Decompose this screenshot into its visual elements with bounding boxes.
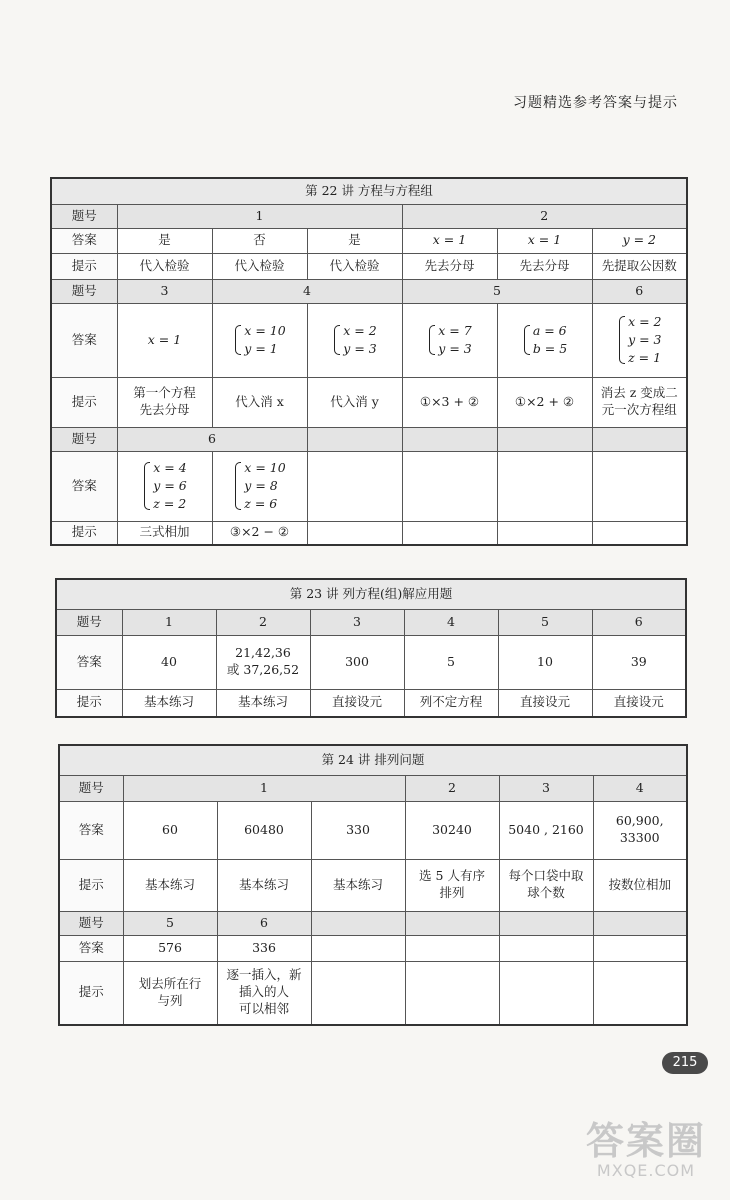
hint-cell: 基本练习	[217, 859, 311, 911]
answer-cell: 5	[404, 635, 498, 689]
watermark-logo	[586, 1121, 706, 1180]
equation-line: a = 6	[532, 322, 567, 338]
answer-cell: 336	[217, 935, 311, 961]
answer-cell: 330	[311, 801, 405, 859]
empty-cell	[311, 911, 405, 935]
empty-cell	[499, 961, 593, 1025]
answer-cell: x = 1	[402, 228, 497, 253]
empty-cell	[311, 961, 405, 1025]
label-answer: 答案	[51, 451, 117, 521]
qnum-cell: 6	[592, 279, 687, 303]
equation-system	[332, 322, 376, 358]
equation-line: y = 3	[438, 341, 472, 356]
label-hint: 提示	[51, 521, 117, 545]
answer-cell: 5040 , 2160	[499, 801, 593, 859]
label-qnum: 题号	[51, 279, 117, 303]
empty-cell	[402, 451, 497, 521]
answer-cell: 40	[122, 635, 216, 689]
qnum-cell: 6	[592, 609, 686, 635]
lecture-24-table	[58, 744, 688, 1026]
running-header: 习题精选参考答案与提示	[513, 95, 678, 111]
empty-cell	[593, 935, 687, 961]
lecture-24-title: 第 24 讲 排列问题	[59, 745, 687, 775]
equation-line: x = 4	[153, 459, 187, 475]
answer-cell	[307, 303, 402, 377]
hint-cell: 代入检验	[212, 253, 307, 279]
empty-cell	[592, 427, 687, 451]
equation-line: z = 1	[628, 350, 662, 366]
qnum-cell: 4	[593, 775, 687, 801]
qnum-cell: 2	[402, 204, 687, 228]
equation-line: x = 7	[438, 322, 472, 338]
empty-cell	[592, 521, 687, 545]
answer-cell	[592, 303, 687, 377]
hint-cell: 先去分母	[402, 253, 497, 279]
answer-cell: 60	[123, 801, 217, 859]
answer-cell: 是	[307, 228, 402, 253]
answer-cell: 10	[498, 635, 592, 689]
answer-cell	[497, 303, 592, 377]
empty-cell	[592, 451, 687, 521]
empty-cell	[499, 911, 593, 935]
qnum-cell: 1	[123, 775, 405, 801]
equation-line: y = 3	[628, 331, 662, 347]
hint-cell: 基本练习	[122, 689, 216, 717]
hint-cell: 按数位相加	[593, 859, 687, 911]
qnum-cell: 5	[123, 911, 217, 935]
page-number: 215	[662, 1052, 708, 1074]
hint-cell: 先提取公因数	[592, 253, 687, 279]
answer-cell: y = 2	[592, 228, 687, 253]
lecture-22-table	[50, 177, 688, 546]
qnum-cell: 3	[499, 775, 593, 801]
watermark-text: 答案圈	[585, 1119, 706, 1163]
qnum-cell: 2	[405, 775, 499, 801]
answer-cell	[212, 303, 307, 377]
hint-cell: 直接设元	[310, 689, 404, 717]
qnum-cell: 1	[122, 609, 216, 635]
answer-cell: 60,900, 33300	[593, 801, 687, 859]
equation-line: b = 5	[532, 341, 568, 356]
lecture-22-title: 第 22 讲 方程与方程组	[51, 178, 687, 204]
label-answer: 答案	[59, 935, 123, 961]
label-hint: 提示	[59, 961, 123, 1025]
empty-cell	[307, 521, 402, 545]
label-answer: 答案	[51, 303, 117, 377]
equation-line: x = 10	[244, 459, 286, 475]
answer-cell: 21,42,36 或 37,26,52	[216, 635, 310, 689]
answer-cell: 否	[212, 228, 307, 253]
empty-cell	[593, 961, 687, 1025]
equation-line: x = 2	[628, 313, 662, 329]
hint-cell: ③×2 − ②	[212, 521, 307, 545]
equation-line: x = 10	[244, 322, 286, 338]
label-qnum: 题号	[56, 609, 122, 635]
hint-cell: 基本练习	[216, 689, 310, 717]
label-answer: 答案	[56, 635, 122, 689]
empty-cell	[405, 911, 499, 935]
equation-line: z = 2	[153, 496, 187, 512]
label-hint: 提示	[51, 377, 117, 427]
empty-cell	[402, 427, 497, 451]
label-answer: 答案	[59, 801, 123, 859]
hint-cell: 消去 z 变成二 元一次方程组	[592, 377, 687, 427]
answer-cell: 39	[592, 635, 686, 689]
watermark-url: MXQE.COM	[596, 1161, 696, 1180]
answer-cell: x = 1	[117, 303, 212, 377]
hint-cell: 直接设元	[592, 689, 686, 717]
empty-cell	[307, 427, 402, 451]
equation-system	[233, 322, 285, 358]
hint-cell: 基本练习	[311, 859, 405, 911]
hint-cell: 先去分母	[497, 253, 592, 279]
equation-system	[617, 313, 661, 367]
equation-system	[427, 322, 471, 358]
label-hint: 提示	[59, 859, 123, 911]
qnum-cell: 1	[117, 204, 402, 228]
answer-cell: 30240	[405, 801, 499, 859]
qnum-cell: 6	[117, 427, 307, 451]
equation-line: y = 6	[153, 477, 187, 493]
hint-cell: 选 5 人有序 排列	[405, 859, 499, 911]
hint-cell: 每个口袋中取 球个数	[499, 859, 593, 911]
hint-cell: 划去所在行 与列	[123, 961, 217, 1025]
empty-cell	[497, 521, 592, 545]
hint-cell: 代入检验	[307, 253, 402, 279]
hint-cell: 第一个方程 先去分母	[117, 377, 212, 427]
equation-system	[233, 459, 285, 513]
qnum-cell: 5	[498, 609, 592, 635]
label-answer: 答案	[51, 228, 117, 253]
hint-cell: 代入检验	[117, 253, 212, 279]
hint-cell: 代入消 y	[307, 377, 402, 427]
equation-line: y = 8	[244, 477, 278, 493]
label-qnum: 题号	[51, 204, 117, 228]
hint-cell: 逐一插入，新 插入的人 可以相邻	[217, 961, 311, 1025]
hint-cell: 三式相加	[117, 521, 212, 545]
empty-cell	[307, 451, 402, 521]
label-qnum: 题号	[59, 911, 123, 935]
equation-line: z = 6	[244, 496, 278, 512]
equation-line: x = 2	[343, 322, 377, 338]
answer-cell: 是	[117, 228, 212, 253]
hint-cell: 代入消 x	[212, 377, 307, 427]
empty-cell	[497, 427, 592, 451]
qnum-cell: 3	[310, 609, 404, 635]
equation-line: y = 3	[343, 341, 377, 356]
qnum-cell: 5	[402, 279, 592, 303]
empty-cell	[402, 521, 497, 545]
answer-cell	[117, 451, 212, 521]
answer-cell	[402, 303, 497, 377]
label-qnum: 题号	[59, 775, 123, 801]
qnum-cell: 2	[216, 609, 310, 635]
empty-cell	[593, 911, 687, 935]
empty-cell	[311, 935, 405, 961]
qnum-cell: 3	[117, 279, 212, 303]
answer-cell: x = 1	[497, 228, 592, 253]
equation-system	[522, 322, 567, 358]
answer-cell: 576	[123, 935, 217, 961]
lecture-23-table	[55, 578, 687, 718]
answer-cell	[212, 451, 307, 521]
label-qnum: 题号	[51, 427, 117, 451]
label-hint: 提示	[56, 689, 122, 717]
hint-cell: 列不定方程	[404, 689, 498, 717]
empty-cell	[497, 451, 592, 521]
label-hint: 提示	[51, 253, 117, 279]
answer-cell: 300	[310, 635, 404, 689]
hint-cell: 直接设元	[498, 689, 592, 717]
answer-cell: 60480	[217, 801, 311, 859]
lecture-23-title: 第 23 讲 列方程(组)解应用题	[56, 579, 686, 609]
hint-cell: ①×2 + ②	[497, 377, 592, 427]
empty-cell	[405, 935, 499, 961]
empty-cell	[499, 935, 593, 961]
equation-system	[142, 459, 186, 513]
equation-line: y = 1	[244, 341, 278, 356]
qnum-cell: 6	[217, 911, 311, 935]
hint-cell: ①×3 + ②	[402, 377, 497, 427]
hint-cell: 基本练习	[123, 859, 217, 911]
qnum-cell: 4	[212, 279, 402, 303]
empty-cell	[405, 961, 499, 1025]
qnum-cell: 4	[404, 609, 498, 635]
